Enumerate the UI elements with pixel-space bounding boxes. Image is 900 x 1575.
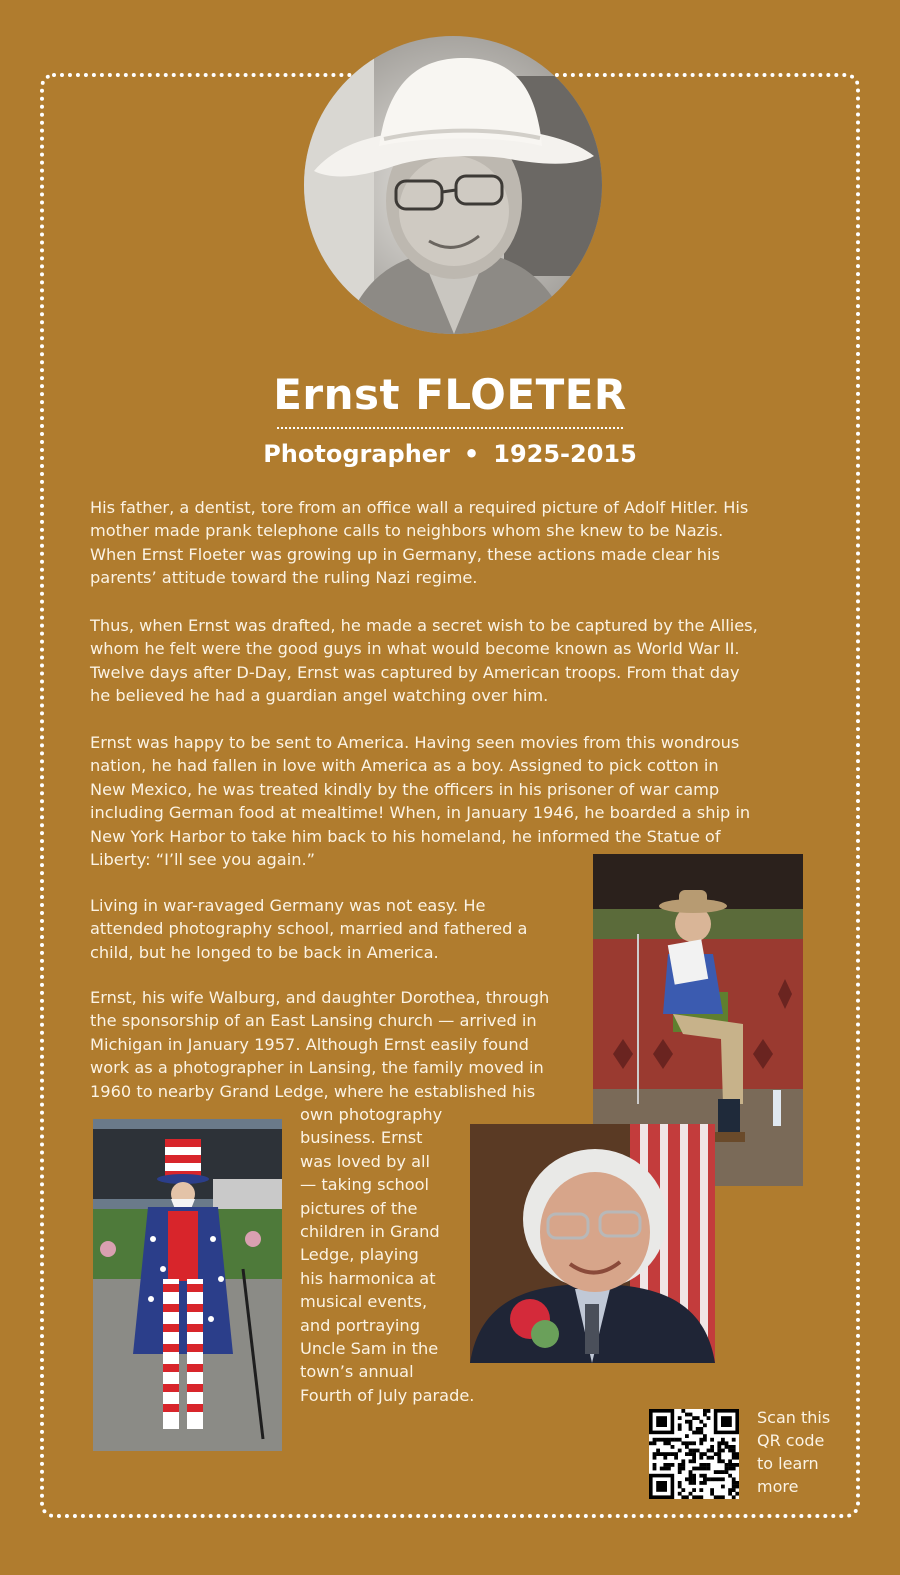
- text-line: mother made prank telephone calls to neighbors whom she knew to be Nazis.: [90, 521, 724, 541]
- text-line: His father, a dentist, tore from an office wall a required picture of Adolf Hitler. His: [90, 498, 749, 517]
- paragraph-4: [90, 894, 527, 964]
- text-line: own photography: [300, 1105, 443, 1124]
- text-line: When Ernst Floeter was growing up in Germany, these actions made clear his: [90, 544, 720, 564]
- text-line: Ernst, his wife Walburg, and daughter Dorothea, through: [90, 988, 550, 1007]
- text-line: parents’ attitude toward the ruling Nazi regime.: [90, 568, 478, 588]
- title-divider: [277, 427, 623, 429]
- qr-caption-line: to learn: [757, 1454, 819, 1473]
- text-line: town’s annual: [300, 1362, 414, 1382]
- qr-code[interactable]: [649, 1409, 739, 1499]
- text-line: was loved by all: [300, 1151, 431, 1171]
- text-line: Michigan in January 1957. Although Ernst easily found: [90, 1034, 529, 1054]
- text-line: Uncle Sam in the: [300, 1339, 439, 1359]
- text-line: including German food at mealtime! When, in January 1946, he boarded a ship in: [90, 803, 751, 823]
- text-line: business. Ernst: [300, 1128, 423, 1148]
- text-line: Living in war-ravaged Germany was not easy. He: [90, 896, 486, 915]
- paragraph-2: [90, 614, 758, 708]
- paragraph-5-continued: [300, 1103, 474, 1407]
- text-line: the sponsorship of an East Lansing church — arrived in: [90, 1011, 537, 1031]
- qr-caption-line: QR code: [757, 1431, 825, 1450]
- text-line: pictures of the: [300, 1198, 418, 1218]
- text-line: he believed he had a guardian angel watching over him.: [90, 686, 549, 706]
- portrait-photo: [304, 36, 602, 334]
- qr-caption-line: more: [757, 1477, 799, 1496]
- paragraph-5: [90, 986, 549, 1103]
- person-name: Ernst FLOETER: [273, 370, 627, 419]
- text-line: child, but he longed to be back in America.: [90, 942, 439, 962]
- paragraph-3: [90, 731, 750, 871]
- text-line: musical events,: [300, 1292, 428, 1312]
- qr-code-icon: [649, 1409, 739, 1499]
- text-line: Fourth of July parade.: [300, 1385, 475, 1405]
- role-label: Photographer: [263, 440, 450, 468]
- qr-caption: [757, 1406, 837, 1498]
- separator-dot: •: [463, 440, 480, 468]
- text-line: his harmonica at: [300, 1268, 436, 1288]
- text-line: Ledge, playing: [300, 1245, 419, 1265]
- text-line: nation, he had fallen in love with America as a boy. Assigned to pick cotton in: [90, 756, 719, 776]
- years-label: 1925-2015: [493, 440, 637, 468]
- text-line: New Mexico, he was treated kindly by the officers in his prisoner of war camp: [90, 779, 720, 799]
- text-line: New York Harbor to take him back to his homeland, he informed the Statue of: [90, 826, 721, 846]
- uncle-sam-parade-photo: [93, 1119, 282, 1451]
- text-line: whom he felt were the good guys in what would become known as World War II.: [90, 639, 740, 659]
- text-line: Twelve days after D-Day, Ernst was captured by American troops. From that day: [90, 662, 740, 682]
- text-line: Thus, when Ernst was drafted, he made a secret wish to be captured by the Allies,: [90, 616, 758, 635]
- text-line: 1960 to nearby Grand Ledge, where he established his: [90, 1081, 536, 1101]
- text-line: Liberty: “I’ll see you again.”: [90, 850, 315, 870]
- text-line: attended photography school, married and fathered a: [90, 919, 528, 939]
- text-line: — taking school: [300, 1175, 430, 1195]
- text-line: Ernst was happy to be sent to America. Having seen movies from this wondrous: [90, 733, 740, 752]
- subtitle: [0, 440, 900, 468]
- text-line: children in Grand: [300, 1222, 440, 1242]
- qr-caption-line: Scan this: [757, 1408, 831, 1427]
- text-line: and portraying: [300, 1315, 420, 1335]
- smiling-elder-photo: [470, 1124, 715, 1363]
- text-line: work as a photographer in Lansing, the family moved in: [90, 1058, 544, 1078]
- paragraph-1: [90, 496, 748, 590]
